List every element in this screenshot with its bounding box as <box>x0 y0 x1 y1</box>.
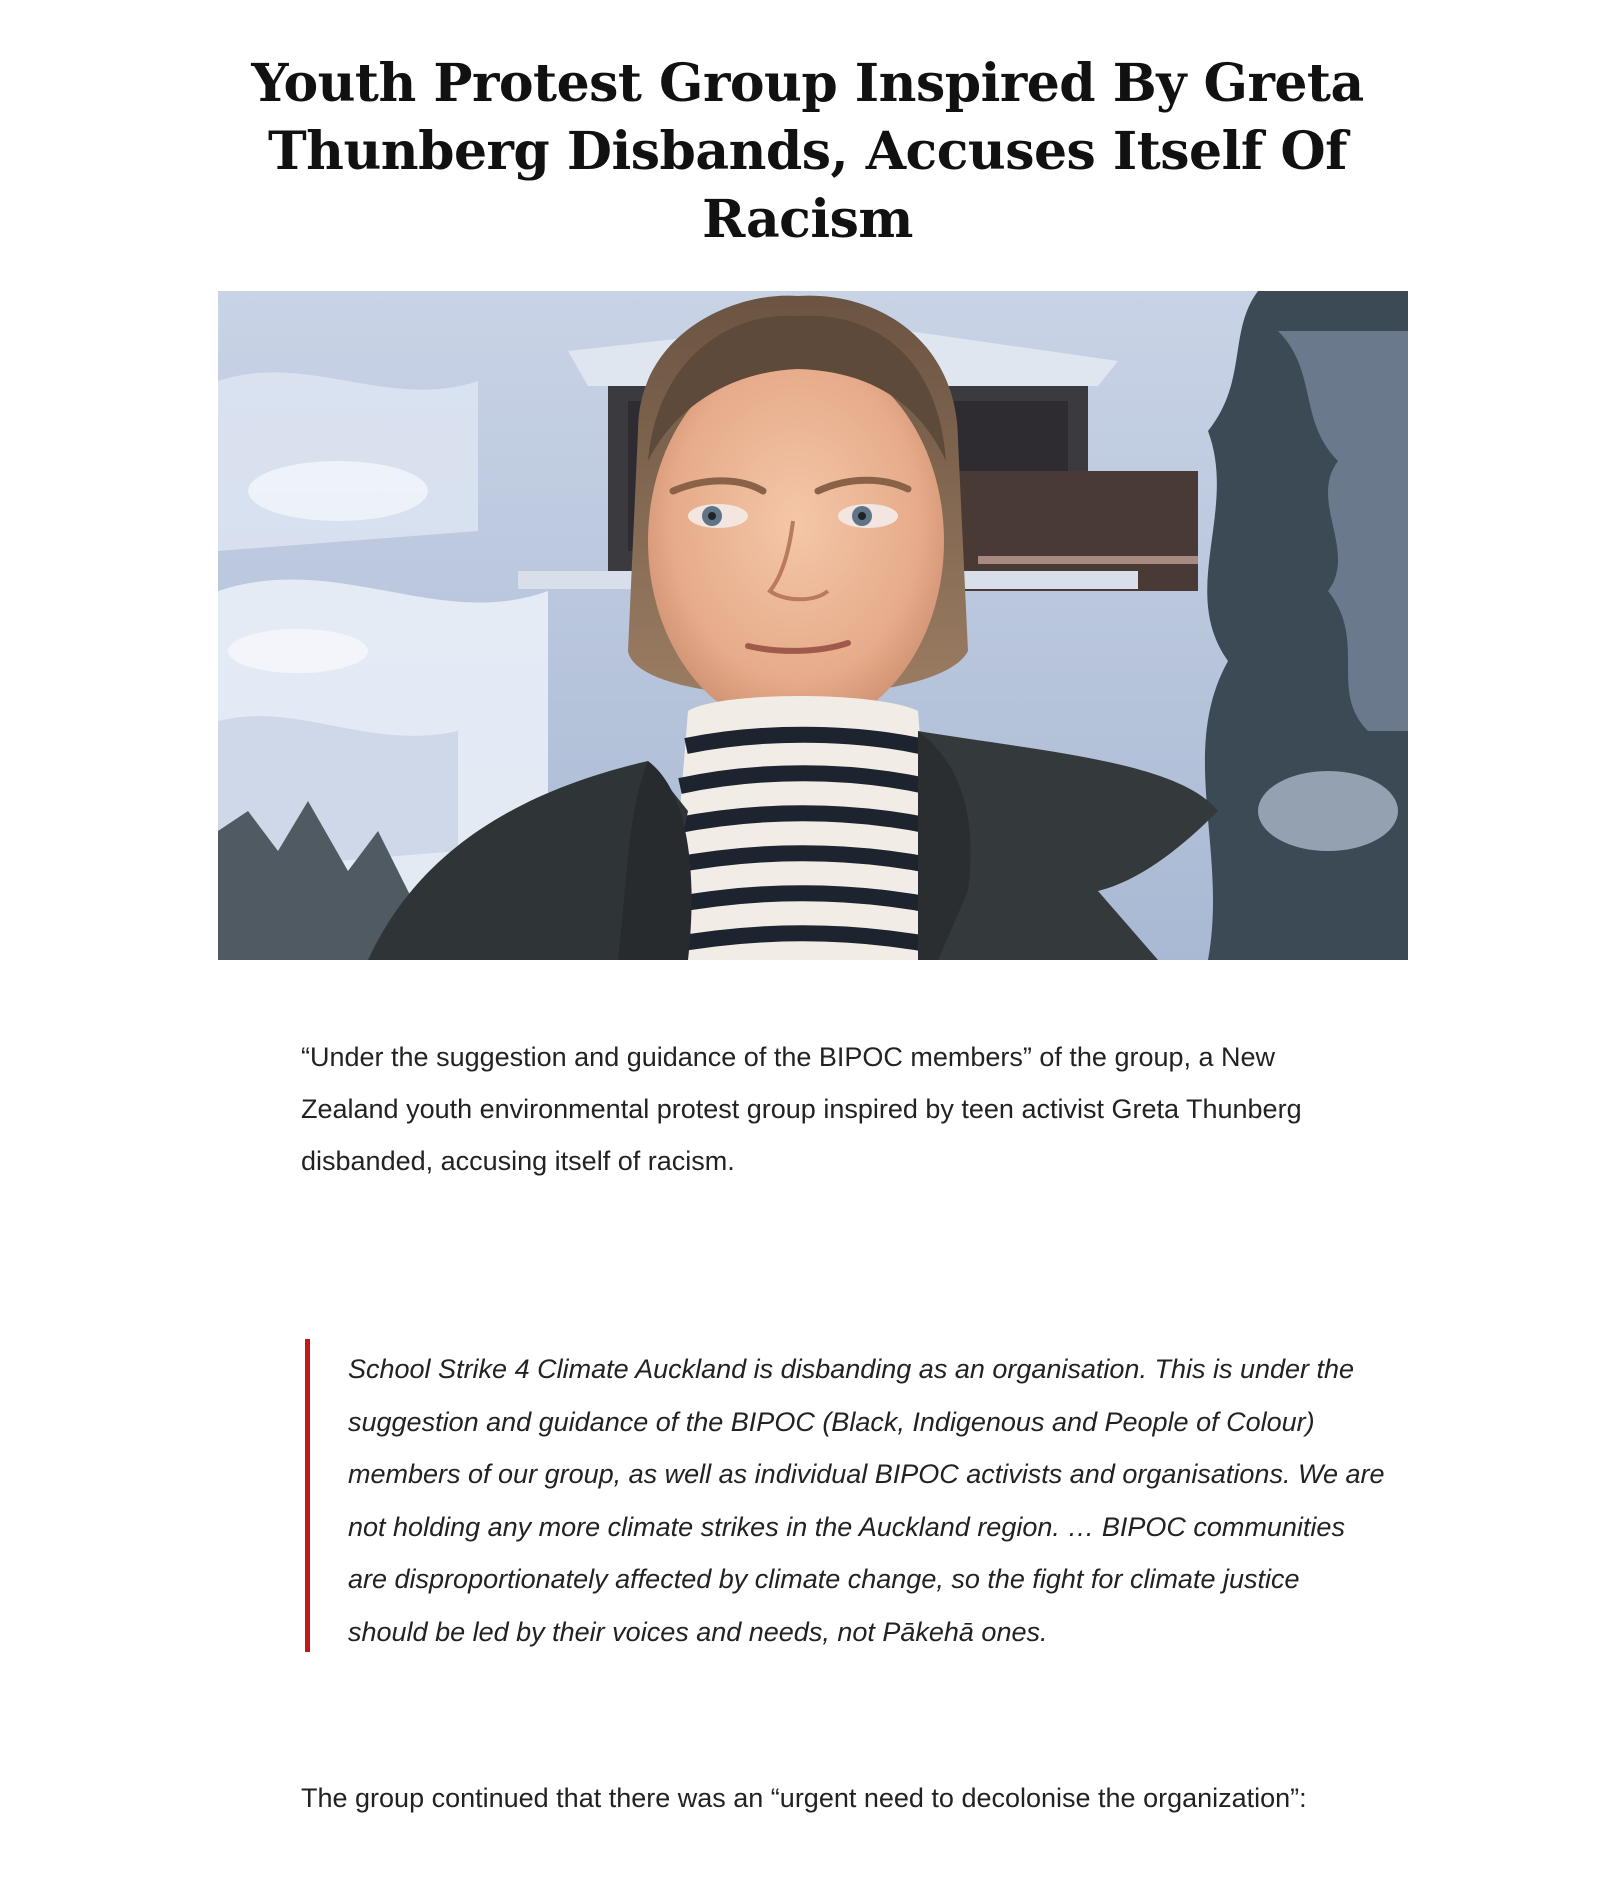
blockquote <box>305 1339 1385 1652</box>
hero-photo-illustration <box>218 291 1408 960</box>
body-paragraph: The group continued that there was an “urgent need to decolonise the organization”: <box>301 1783 1307 1813</box>
blockquote-text: School Strike 4 Climate Auckland is disbanding as an organisation. This is under the suggestion and guidance of the BIPOC (Black, Indigenous and People of Colour) members of our group, as well as individual BIPOC activists and organisations. We are not holding any more climate strikes in the Auckland region. … BIPOC communities are disproportionately affected by climate change, so the fight for climate justice should be led by their voices and needs, not Pākehā ones. <box>348 1354 1385 1647</box>
article-headline: Youth Protest Group Inspired By Greta Thunberg Disbands, Accuses Itself Of Racism <box>251 53 1364 250</box>
hero-photo <box>218 291 1408 960</box>
lead-paragraph: “Under the suggestion and guidance of the BIPOC members” of the group, a New Zealand youth environmental protest group inspired by teen activist Greta Thunberg disbanded, accusing itself of racism. <box>301 1042 1302 1176</box>
